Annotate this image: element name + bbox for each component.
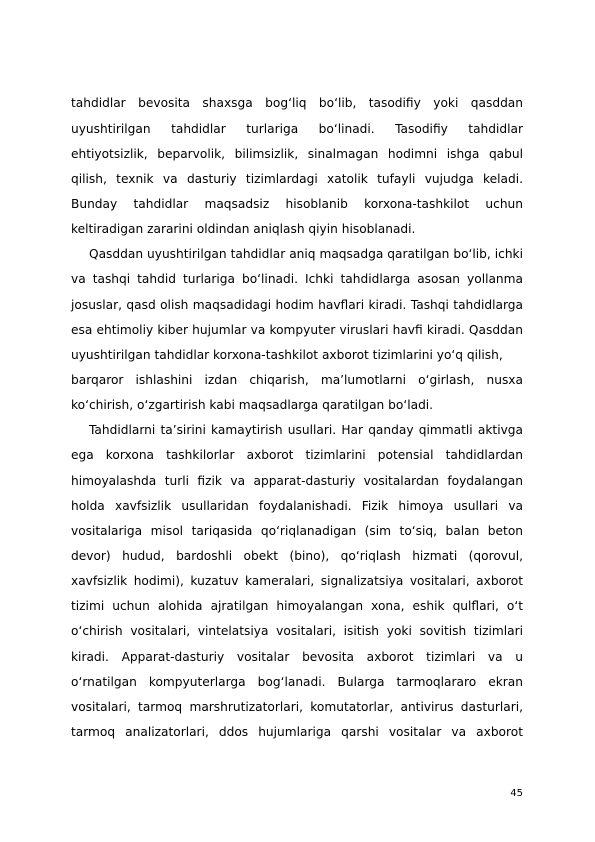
text-line: tarmoq analizatorlari, ddos hujumlariga qarshi vositalar va axborot: [71, 725, 523, 739]
text-line: tizimi uchun alohida ajratilgan himoyalangan xona, eshik qulflari, o‘t: [71, 599, 523, 613]
text-line: keltiradigan zararini oldindan aniqlash qiyin hisoblanadi.: [71, 222, 416, 236]
text-line: qilish, texnik va dasturiy tizimlardagi xatolik tufayli vujudga keladi.: [71, 172, 523, 186]
text-line: barqaror ishlashini izdan chiqarish, ma’lumotlarni o‘girlash, nusxa: [71, 373, 523, 387]
paragraph-first-line: Qasddan uyushtirilgan tahdidlar aniq maqsadga qaratilgan bo‘lib, ichki: [89, 247, 523, 261]
text-line: tahdidlar bevosita shaxsga bog‘liq bo‘lib, tasodifiy yoki qasddan: [71, 96, 523, 110]
text-line: Bunday tahdidlar maqsadsiz hisoblanib korxona-tashkilot uchun: [71, 197, 523, 211]
text-line: o‘chirish vositalari, vintelatsiya vositalari, isitish yoki sovitish tizimlari: [71, 624, 523, 638]
text-line: uyushtirilgan tahdidlar turlariga bo‘linadi. Tasodifiy tahdidlar: [71, 122, 523, 136]
text-line: o‘rnatilgan kompyuterlarga bog‘lanadi. Bularga tarmoqlararo ekran: [71, 675, 523, 689]
text-line: himoyalashda turli fizik va apparat-dasturiy vositalardan foydalangan: [71, 474, 523, 488]
text-line: uyushtirilgan tahdidlar korxona-tashkilot axborot tizimlarini yo‘q qilish,: [71, 348, 503, 362]
text-line: esa ehtimoliy kiber hujumlar va kompyuter viruslari havfi kiradi. Qasddan: [71, 323, 523, 337]
paragraph-first-line: Tahdidlarni ta’sirini kamaytirish usullari. Har qanday qimmatli aktivga: [89, 423, 523, 437]
page-number: 45: [510, 788, 523, 799]
text-line: vositalari, tarmoq marshrutizatorlari, komutatorlar, antivirus dasturlari,: [71, 700, 523, 714]
text-line: kiradi. Apparat-dasturiy vositalar bevosita axborot tizimlari va u: [71, 650, 523, 664]
text-line: holda xavfsizlik usullaridan foydalanishadi. Fizik himoya usullari va: [71, 499, 523, 513]
text-line: va tashqi tahdid turlariga bo‘linadi. Ichki tahdidlarga asosan yollanma: [71, 272, 523, 286]
text-line: ehtiyotsizlik, beparvolik, bilimsizlik, sinalmagan hodimni ishga qabul: [71, 147, 523, 161]
text-line: ko‘chirish, o‘zgartirish kabi maqsadlarga qaratilgan bo‘ladi.: [71, 398, 434, 412]
text-line: ega korxona tashkilorlar axborot tizimlarini potensial tahdidlardan: [71, 448, 523, 462]
text-line: josuslar, qasd olish maqsadidagi hodim havflari kiradi. Tashqi tahdidlarga: [71, 298, 523, 312]
text-line: devor) hudud, bardoshli obekt (bino), qo‘riqlash hizmati (qorovul,: [71, 549, 523, 563]
text-line: vositalariga misol tariqasida qo‘riqlanadigan (sim to‘siq, balan beton: [71, 524, 523, 538]
text-line: xavfsizlik hodimi), kuzatuv kameralari, signalizatsiya vositalari, axborot: [71, 574, 523, 588]
